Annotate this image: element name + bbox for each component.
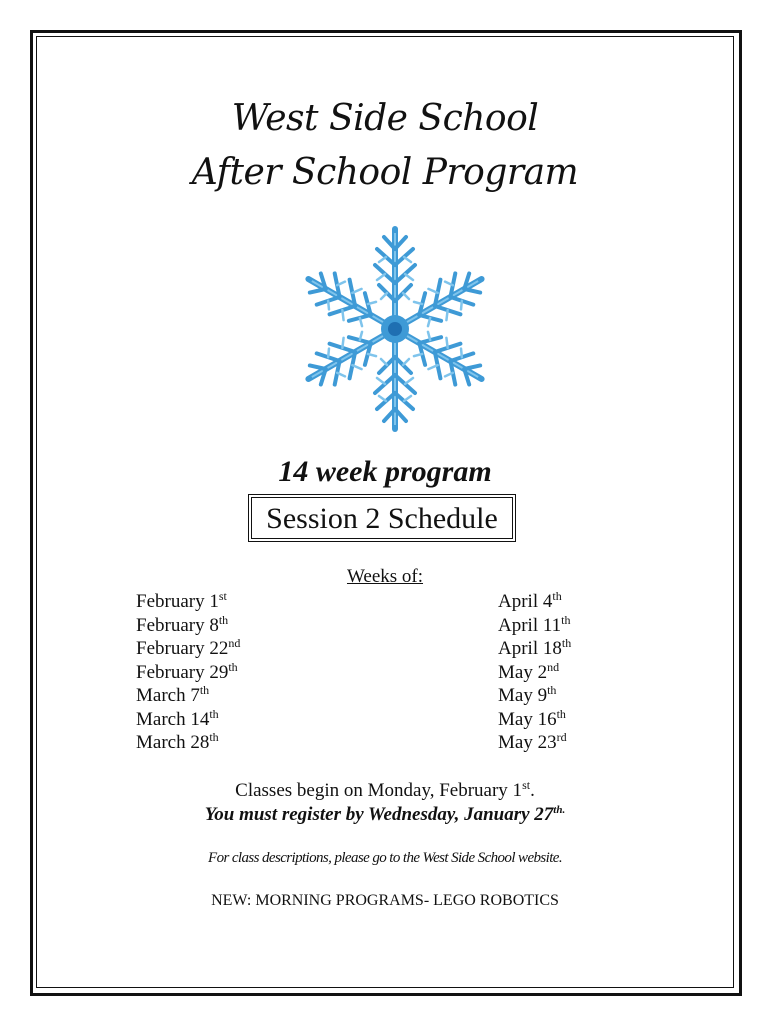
snowflake-icon — [284, 222, 506, 436]
week-item: April 11th — [498, 612, 571, 636]
flyer-title — [0, 92, 770, 200]
week-item: May 23rd — [498, 730, 567, 753]
week-item: February 8th — [136, 612, 229, 636]
week-item: March 28th — [136, 730, 219, 753]
week-item: February 29th — [136, 659, 238, 683]
weeks-heading: Weeks of: — [346, 566, 424, 587]
weeks-list-left — [136, 590, 240, 755]
week-item: April 4th — [498, 589, 562, 612]
weeks-list-right — [498, 590, 571, 755]
program-length: 14 week program — [278, 455, 492, 488]
class-descriptions-note: For class descriptions, please go to the West Side School website. — [208, 850, 562, 866]
session-title: Session 2 Schedule — [266, 502, 498, 535]
week-item: March 14th — [136, 706, 219, 730]
week-item: May 16th — [498, 706, 566, 730]
title-line-1: West Side School — [231, 98, 539, 139]
week-item: April 18th — [498, 636, 572, 659]
title-line-2: After School Program — [191, 152, 579, 193]
week-item: May 9th — [498, 683, 557, 706]
week-item: February 1st — [136, 589, 227, 612]
new-programs-note: NEW: MORNING PROGRAMS- LEGO ROBOTICS — [211, 892, 559, 909]
week-item: March 7th — [136, 683, 210, 706]
classes-begin-note: Classes begin on Monday, February 1st. — [235, 778, 535, 801]
week-item: May 2nd — [498, 659, 560, 683]
register-deadline: You must register by Wednesday, January $27^{th.}$ — [204, 804, 566, 825]
week-item: February 22nd — [136, 636, 241, 659]
session-box — [248, 494, 516, 542]
